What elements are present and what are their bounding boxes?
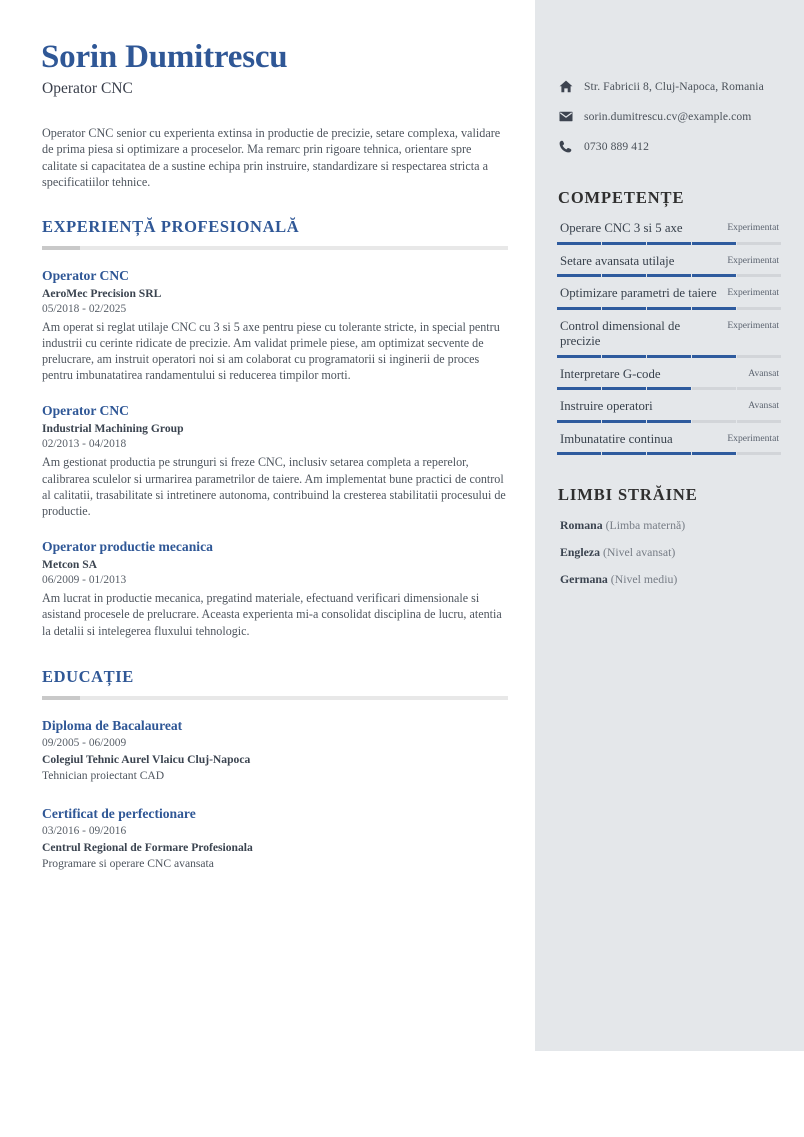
candidate-role: Operator CNC	[42, 80, 133, 97]
skill-name: Control dimensional de precizie	[560, 318, 681, 348]
education-detail: Tehnician proiectant CAD	[42, 768, 165, 782]
experience-entry	[41, 538, 507, 639]
languages-list	[557, 518, 781, 586]
education-entry	[41, 717, 507, 783]
skill-item	[557, 319, 781, 358]
phone-text: 0730 889 412	[584, 139, 649, 153]
degree-title: Diploma de Bacalaureat	[42, 717, 183, 733]
skill-name: Interpretare G-code	[560, 366, 661, 381]
contact-item-email[interactable]	[557, 108, 781, 125]
company-name: Metcon SA	[42, 558, 98, 572]
skill-level: Experimentat	[727, 319, 779, 331]
skill-level: Experimentat	[727, 432, 779, 444]
language-level: (Nivel avansat)	[602, 545, 676, 559]
skill-rating-segments	[557, 420, 781, 423]
language-item	[557, 545, 781, 559]
language-level: (Limba maternă)	[605, 518, 686, 532]
skill-rating-segments	[557, 387, 781, 390]
skill-rating-segments	[557, 452, 781, 455]
skill-rating-bar	[557, 274, 781, 277]
skill-name: Instruire operatori	[560, 399, 653, 413]
education-list	[41, 717, 507, 871]
sidebar	[535, 0, 804, 1051]
job-description: Am lucrat in productie mecanica, pregatind materiale, efectuand verificari dimensionale si asistand procesele de prelucrare. Aceasta experienta mi-a consolidat disciplina de lucru, atentia la detalii si intelegerea fluxului tehnologic.	[42, 591, 502, 638]
employment-dates: 06/2009 - 01/2013	[42, 574, 127, 587]
skill-rating-segments	[557, 307, 781, 310]
language-name: Engleza	[560, 545, 600, 559]
education-detail: Programare si operare CNC avansata	[42, 856, 214, 870]
degree-title: Certificat de perfectionare	[42, 805, 196, 821]
language-item	[557, 572, 781, 586]
skills-list	[557, 221, 781, 455]
language-level: (Nivel mediu)	[610, 572, 678, 586]
skill-rating-bar	[557, 242, 781, 245]
skill-rating-bar	[557, 355, 781, 358]
education-dates: 09/2005 - 06/2009	[42, 736, 127, 749]
experience-section-heading: EXPERIENȚĂ PROFESIONALĂ	[42, 216, 300, 236]
skills-section-heading: COMPETENȚE	[558, 188, 685, 207]
job-title: Operator productie mecanica	[42, 539, 213, 555]
email-text: sorin.dumitrescu.cv@example.com	[584, 109, 752, 123]
company-name: AeroMec Precision SRL	[42, 286, 162, 300]
skill-rating-bar	[557, 420, 781, 423]
professional-summary: Operator CNC senior cu experienta extinsa in productie de precizie, setare complexa, validare de prima piesa si optimizare a proceselor. Ma remarc prin rigoare tehnica, orientare spre calitate si capacitatea de a sustine echipa prin instruire, standardizare si respectarea stricta a specificatiilor tehnice.	[42, 126, 501, 190]
address-text: Str. Fabricii 8, Cluj-Napoca, Romania	[584, 79, 764, 93]
experience-entry	[41, 267, 507, 384]
job-description: Am gestionat productia pe strunguri si freze CNC, inclusiv setarea completa a reperelor, calibrarea sculelor si urmarirea parametrilor de taiere. Am implementat bune practici de control al calitatii, trasabilitate si intretinere autonoma, contribuind la cresterea stabilitatii procesului de productie.	[42, 455, 506, 519]
job-title: Operator CNC	[42, 267, 129, 283]
job-description: Am operat si reglat utilaje CNC cu 3 si 5 axe pentru piese cu tolerante stricte, in special pentru industrii cu cerinte ridicate de precizie. Am validat primele piese, am optimizat secvente de prelucrare, am instruit operatori noi si am colaborat cu programatorii si inginerii de proces pentru imbunatatirea randamentului si reducerea timpilor morti.	[42, 319, 500, 383]
language-name: Romana	[560, 518, 603, 532]
employment-dates: 02/2013 - 04/2018	[42, 438, 127, 451]
phone-icon	[557, 139, 574, 154]
candidate-name: Sorin Dumitrescu	[41, 39, 288, 75]
languages-section-heading: LIMBI STRĂINE	[558, 485, 698, 504]
skill-name: Imbunatatire continua	[560, 431, 673, 446]
skill-level: Avansat	[748, 400, 779, 411]
language-item	[557, 518, 781, 532]
skill-rating-bar	[557, 387, 781, 390]
skill-item	[557, 367, 781, 391]
skill-level: Experimentat	[727, 254, 779, 266]
skill-name: Optimizare parametri de taiere	[560, 286, 717, 300]
home-icon	[557, 79, 574, 94]
institution-name: Colegiul Tehnic Aurel Vlaicu Cluj-Napoca	[42, 752, 251, 766]
contact-list	[557, 78, 781, 155]
education-dates: 03/2016 - 09/2016	[42, 824, 127, 837]
company-name: Industrial Machining Group	[42, 422, 184, 436]
skill-rating-segments	[557, 242, 781, 245]
spacer	[41, 658, 507, 667]
skill-item	[557, 432, 781, 456]
skill-item	[557, 254, 781, 278]
skill-item	[557, 399, 781, 423]
skill-name: Setare avansata utilaje	[560, 253, 675, 268]
contact-item-address	[557, 78, 781, 95]
job-title: Operator CNC	[42, 403, 129, 419]
skill-rating-segments	[557, 355, 781, 358]
education-entry	[41, 805, 507, 871]
skill-name: Operare CNC 3 si 5 axe	[560, 221, 683, 235]
skill-rating-bar	[557, 452, 781, 455]
skill-item	[557, 221, 781, 245]
experience-list	[41, 267, 507, 639]
skill-level: Experimentat	[727, 222, 779, 233]
experience-entry	[41, 402, 507, 519]
skill-rating-bar	[557, 307, 781, 310]
employment-dates: 05/2018 - 02/2025	[42, 302, 127, 315]
skill-rating-segments	[557, 274, 781, 277]
skill-item	[557, 286, 781, 310]
language-name: Germana	[560, 572, 608, 586]
contact-item-phone[interactable]	[557, 138, 781, 155]
section-divider	[42, 246, 508, 250]
institution-name: Centrul Regional de Formare Profesionala	[42, 840, 253, 854]
skill-level: Experimentat	[727, 287, 779, 298]
skill-level: Avansat	[748, 367, 779, 379]
envelope-icon	[557, 109, 574, 124]
education-section-heading: EDUCAȚIE	[42, 666, 134, 686]
section-divider	[42, 696, 508, 700]
